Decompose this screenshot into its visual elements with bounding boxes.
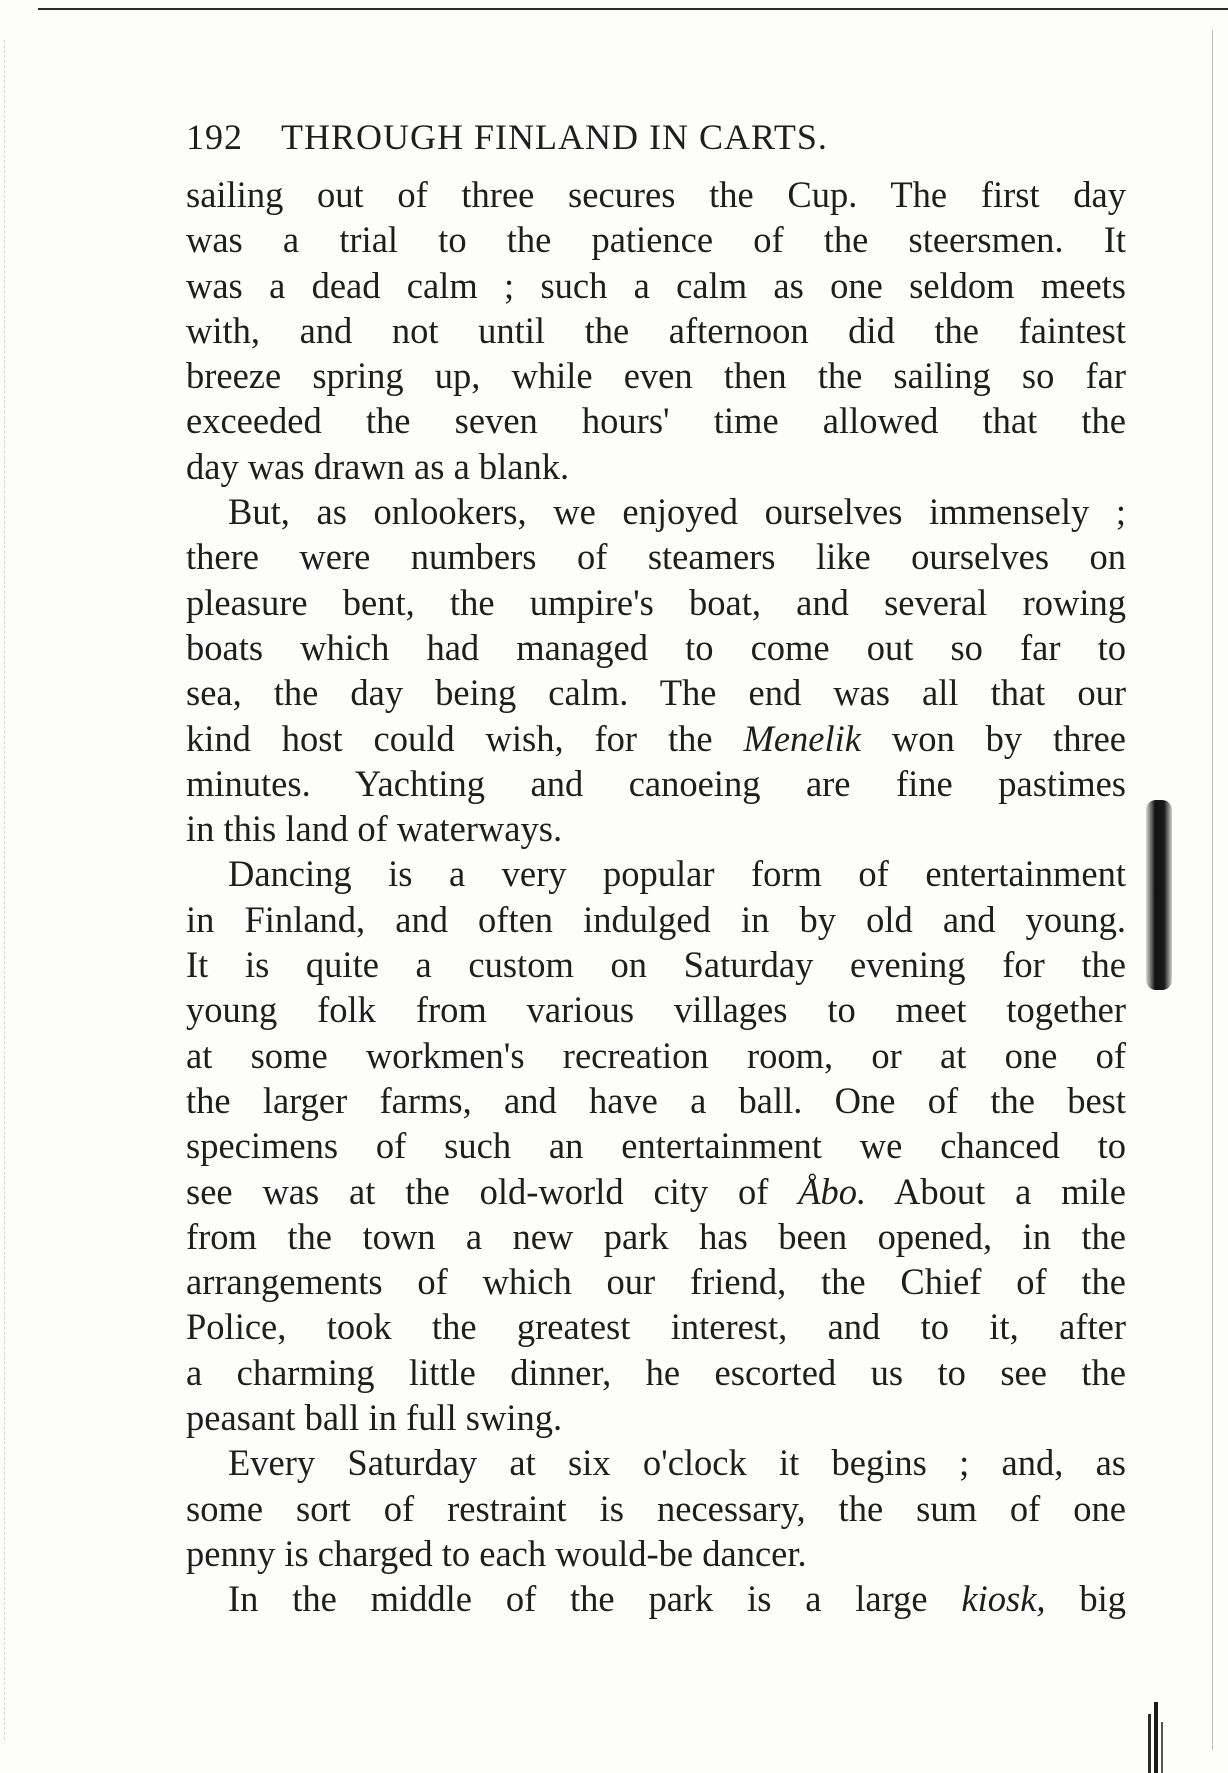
text-line: sailing out of three secures the Cup. The first day	[186, 174, 1126, 215]
text-line: minutes. Yachting and canoeing are fine pastimes	[186, 762, 1126, 804]
text-line: But, as onlookers, we enjoyed ourselves immensely ;	[228, 491, 1126, 533]
text-segment: big	[1045, 1578, 1126, 1620]
running-header	[186, 112, 1016, 162]
text-line: day was drawn as a blank.	[186, 445, 570, 487]
city-name: Åbo.	[798, 1170, 867, 1212]
text-line: exceeded the seven hours' time allowed that the	[186, 400, 1126, 442]
text-line: Police, took the greatest interest, and to it, after	[186, 1306, 1126, 1348]
text-line	[186, 1169, 1126, 1214]
page-number: 192	[186, 117, 243, 157]
text-segment: see was at the old-world city of	[186, 1170, 799, 1212]
top-rule	[38, 8, 1228, 10]
text-line	[186, 1576, 1126, 1621]
text-line: arrangements of which our friend, the Chief of the	[186, 1261, 1126, 1303]
text-line: was a dead calm ; such a calm as one seldom meets	[186, 264, 1126, 306]
text-line: in this land of waterways.	[186, 808, 563, 850]
text-line: Every Saturday at six o'clock it begins ; and, as	[228, 1442, 1126, 1484]
italic-word: kiosk,	[961, 1578, 1046, 1620]
text-line: a charming little dinner, he escorted us to see the	[186, 1351, 1126, 1393]
left-page-edge	[4, 40, 6, 1740]
right-page-edge	[1212, 30, 1213, 1750]
text-line: It is quite a custom on Saturday evening for the	[186, 944, 1126, 986]
text-line: was a trial to the patience of the steersmen. It	[186, 219, 1126, 261]
text-segment: About a mile	[866, 1170, 1126, 1212]
text-line: from the town a new park has been opened, in the	[186, 1215, 1126, 1257]
text-line	[186, 716, 1126, 761]
text-line: sea, the day being calm. The end was all that our	[186, 672, 1126, 714]
text-line: the larger farms, and have a ball. One of the best	[186, 1079, 1126, 1121]
binding-mark	[1154, 1702, 1158, 1773]
text-line: at some workmen's recreation room, or at one of	[186, 1034, 1126, 1076]
text-line: some sort of restraint is necessary, the sum of one	[186, 1487, 1126, 1529]
text-line: peasant ball in full swing.	[186, 1397, 563, 1439]
text-line: with, and not until the afternoon did the faintest	[186, 309, 1126, 351]
text-line: in Finland, and often indulged in by old and young.	[186, 898, 1126, 940]
text-line: young folk from various villages to meet together	[186, 989, 1126, 1031]
text-line: penny is charged to each would-be dancer.	[186, 1532, 807, 1574]
binding-marks	[1130, 1700, 1174, 1773]
binding-mark	[1148, 1714, 1151, 1773]
text-line: there were numbers of steamers like ourselves on	[186, 536, 1126, 578]
text-line: specimens of such an entertainment we chanced to	[186, 1125, 1126, 1167]
text-line: breeze spring up, while even then the sailing so far	[186, 355, 1126, 397]
ink-smudge	[1146, 800, 1172, 990]
body-text	[186, 172, 1126, 1622]
binding-mark	[1161, 1722, 1163, 1773]
text-line: pleasure bent, the umpire's boat, and several rowing	[186, 581, 1126, 623]
text-segment: In the middle of the park is a large	[228, 1578, 962, 1620]
text-line: boats which had managed to come out so far to	[186, 626, 1126, 668]
text-segment: kind host could wish, for the	[186, 717, 744, 759]
text-segment: won by three	[861, 717, 1126, 759]
running-title: THROUGH FINLAND IN CARTS.	[281, 117, 828, 157]
text-line: Dancing is a very popular form of entertainment	[228, 853, 1126, 895]
ship-name: Menelik	[743, 717, 861, 759]
